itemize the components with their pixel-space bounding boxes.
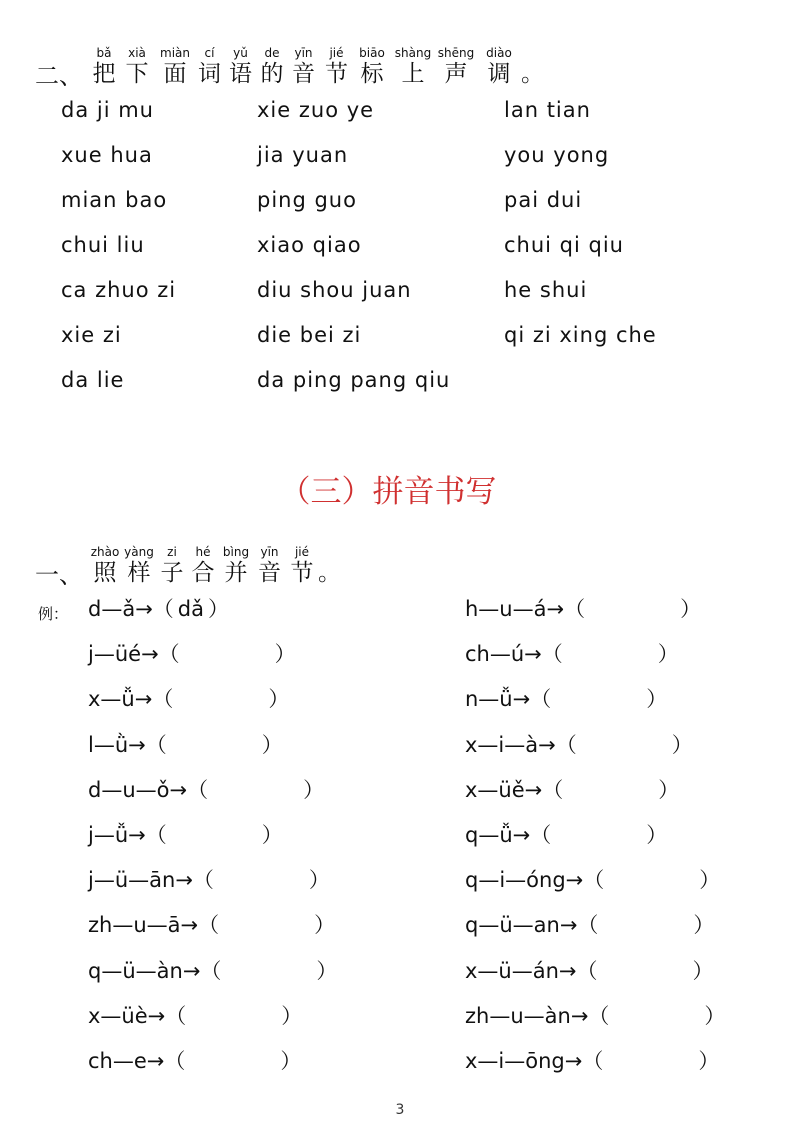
heading-char bbox=[257, 46, 287, 88]
exercise-prompt: x—ü—án→ bbox=[465, 958, 577, 983]
answer-paren-open: （ bbox=[165, 1003, 187, 1028]
answer-paren-open: （ bbox=[583, 868, 605, 893]
heading-hanzi: 样 bbox=[127, 560, 151, 586]
exercise-prompt: x—üě→ bbox=[465, 777, 543, 802]
answer-paren-open: （ bbox=[555, 732, 577, 757]
pinyin-word: xie zuo ye bbox=[257, 98, 375, 122]
pinyin-word: da ji mu bbox=[61, 98, 154, 122]
answer-paren-close: ） bbox=[281, 1003, 303, 1028]
heading-hanzi: 语 bbox=[229, 61, 252, 87]
answer-paren-open: （ bbox=[582, 1049, 604, 1073]
exercise-prompt: zh—u—ā→ bbox=[88, 913, 199, 938]
pinyin-word: diu shou juan bbox=[257, 278, 412, 302]
answer-paren-open: （ bbox=[145, 823, 167, 847]
heading-pinyin: xià bbox=[128, 46, 146, 60]
heading-hanzi: 音 bbox=[292, 61, 315, 87]
heading-hanzi: 上 bbox=[401, 61, 425, 87]
heading-pinyin: hé bbox=[195, 545, 211, 559]
answer-paren-open: （ bbox=[530, 687, 552, 712]
answer-paren-close: ） bbox=[658, 777, 680, 802]
heading-pinyin: shēng bbox=[437, 46, 475, 60]
word-row bbox=[61, 184, 761, 229]
answer-paren-close: ） bbox=[261, 823, 283, 847]
right-exercise-item bbox=[465, 956, 714, 986]
answer-paren-open: （ bbox=[158, 642, 180, 667]
answer-paren-close: ） bbox=[704, 1003, 726, 1028]
heading-pinyin: yīn bbox=[294, 46, 313, 60]
exercise-prompt: d—ǎ→ bbox=[88, 597, 153, 621]
right-exercise-item bbox=[465, 1046, 719, 1076]
exercise-prompt: j—üé→ bbox=[88, 642, 159, 667]
exercise-prompt: x—i—ōng→ bbox=[465, 1049, 583, 1073]
exercise-prompt: d—u—ǒ→ bbox=[88, 777, 188, 802]
exercise-prompt: x—üè→ bbox=[88, 1003, 166, 1028]
page-number: 3 bbox=[395, 1102, 405, 1118]
answer-paren-close: ） bbox=[680, 597, 702, 621]
heading-pinyin: jié bbox=[294, 545, 310, 559]
heading-number: 二、 bbox=[35, 62, 83, 90]
right-exercise-item bbox=[465, 594, 701, 624]
answer-paren-open: （ bbox=[164, 1049, 186, 1073]
pinyin-word: he shui bbox=[504, 278, 588, 302]
pinyin-word: die bei zi bbox=[257, 323, 362, 347]
heading-char bbox=[121, 545, 157, 587]
exercise-prompt: x—i—à→ bbox=[465, 732, 556, 757]
pinyin-word: mian bao bbox=[61, 188, 168, 212]
heading-char bbox=[187, 545, 219, 587]
pinyin-word: xue hua bbox=[61, 143, 153, 167]
exercise-prompt: ch—ú→ bbox=[465, 642, 542, 667]
heading-pinyin: zhào bbox=[90, 545, 120, 559]
answer-paren-open: （ bbox=[588, 1003, 610, 1028]
heading-hanzi: 声 bbox=[444, 61, 468, 87]
heading-hanzi: 下 bbox=[125, 61, 149, 87]
left-exercise-item bbox=[88, 956, 337, 986]
heading-hanzi: 词 bbox=[198, 61, 221, 87]
pinyin-word: ping guo bbox=[257, 188, 357, 212]
heading-pinyin: yàng bbox=[124, 545, 154, 559]
heading-pinyin: yīn bbox=[260, 545, 279, 559]
exercise-prompt: j—ǚ→ bbox=[88, 823, 146, 847]
pinyin-word: da ping pang qiu bbox=[257, 368, 451, 392]
heading-char bbox=[353, 46, 391, 88]
heading-pinyin: shàng bbox=[394, 46, 432, 60]
section-two-heading bbox=[35, 46, 544, 88]
heading-char bbox=[435, 46, 477, 88]
example-label: 例： bbox=[38, 605, 69, 623]
heading-char bbox=[195, 46, 224, 88]
left-exercise-item bbox=[88, 775, 324, 805]
pinyin-word: pai dui bbox=[504, 188, 583, 212]
heading-pinyin: biāo bbox=[359, 46, 385, 60]
word-row bbox=[61, 274, 761, 319]
pinyin-word: lan tian bbox=[504, 98, 591, 122]
answer-paren-close: ） bbox=[692, 958, 714, 983]
answer-paren-open: （ bbox=[530, 823, 552, 847]
pinyin-word: chui liu bbox=[61, 233, 145, 257]
answer-paren-close: ） bbox=[280, 1049, 302, 1073]
left-exercise-item bbox=[88, 1001, 302, 1031]
answer-paren-open: （ bbox=[542, 777, 564, 802]
answer-paren-close: ） bbox=[268, 687, 290, 712]
heading-end-mark: 。 bbox=[521, 61, 544, 87]
word-row bbox=[61, 364, 761, 409]
right-exercise-item bbox=[465, 684, 667, 714]
section-one-heading bbox=[35, 545, 341, 587]
answer-paren-open: （ bbox=[152, 597, 174, 621]
right-exercise-item bbox=[465, 865, 720, 895]
heading-pinyin: diào bbox=[486, 46, 512, 60]
exercise-prompt: x—ǚ→ bbox=[88, 687, 153, 712]
left-exercise-item bbox=[88, 865, 330, 895]
left-exercise-item bbox=[88, 910, 335, 940]
pinyin-word: you yong bbox=[504, 143, 610, 167]
answer-paren-open: （ bbox=[577, 913, 599, 938]
heading-hanzi: 的 bbox=[260, 61, 284, 87]
exercise-prompt: h—u—á→ bbox=[465, 597, 565, 621]
answer-paren-close: ） bbox=[274, 642, 296, 667]
answer-blank[interactable]: dǎ bbox=[177, 597, 204, 621]
heading-end-mark: 。 bbox=[318, 560, 341, 586]
pinyin-word: qi zi xing che bbox=[504, 323, 657, 347]
heading-hanzi: 并 bbox=[224, 560, 248, 586]
pinyin-word: jia yuan bbox=[257, 143, 349, 167]
heading-char bbox=[286, 545, 318, 587]
answer-paren-close: ） bbox=[693, 913, 715, 938]
pinyin-word: da lie bbox=[61, 368, 125, 392]
exercise-prompt: n—ǚ→ bbox=[465, 687, 531, 712]
exercise-prompt: q—ü—an→ bbox=[465, 913, 578, 938]
answer-paren-open: （ bbox=[192, 868, 214, 893]
answer-paren-close: ） bbox=[698, 1049, 720, 1073]
right-exercise-item bbox=[465, 820, 667, 850]
word-row bbox=[61, 94, 761, 139]
word-row bbox=[61, 319, 761, 364]
left-exercise-item bbox=[88, 1046, 301, 1076]
answer-paren-close: ） bbox=[308, 868, 330, 893]
heading-char bbox=[119, 46, 155, 88]
answer-paren-open: （ bbox=[541, 642, 563, 667]
heading-char bbox=[287, 46, 320, 88]
right-exercise-item bbox=[465, 910, 714, 940]
pinyin-word: xiao qiao bbox=[257, 233, 362, 257]
heading-char bbox=[219, 545, 253, 587]
pinyin-word: xie zi bbox=[61, 323, 122, 347]
answer-paren-close: ） bbox=[646, 823, 668, 847]
heading-pinyin: bǎ bbox=[96, 46, 112, 60]
left-exercise-item bbox=[88, 594, 229, 624]
exercise-prompt: q—ü—àn→ bbox=[88, 958, 201, 983]
answer-paren-close: ） bbox=[699, 868, 721, 893]
heading-char bbox=[224, 46, 257, 88]
answer-paren-open: （ bbox=[187, 777, 209, 802]
left-exercise-item bbox=[88, 639, 296, 669]
answer-paren-close: ） bbox=[314, 913, 336, 938]
answer-paren-close: ） bbox=[303, 777, 325, 802]
heading-pinyin: zi bbox=[167, 545, 177, 559]
answer-paren-open: （ bbox=[152, 687, 174, 712]
heading-char bbox=[155, 46, 195, 88]
heading-pinyin: miàn bbox=[160, 46, 190, 60]
heading-hanzi: 节 bbox=[325, 61, 348, 87]
answer-paren-close: ） bbox=[646, 687, 668, 712]
exercise-prompt: zh—u—àn→ bbox=[465, 1003, 589, 1028]
heading-hanzi: 照 bbox=[93, 560, 117, 586]
heading-char bbox=[89, 545, 121, 587]
exercise-prompt: j—ü—ān→ bbox=[88, 868, 193, 893]
heading-pinyin: de bbox=[264, 46, 280, 60]
heading-pinyin: bìng bbox=[222, 545, 250, 559]
answer-paren-open: （ bbox=[198, 913, 220, 938]
answer-paren-close: ） bbox=[261, 732, 283, 757]
heading-pinyin: cí bbox=[204, 46, 215, 60]
heading-hanzi: 面 bbox=[163, 61, 187, 87]
answer-paren-close: ） bbox=[316, 958, 338, 983]
right-exercise-item bbox=[465, 775, 679, 805]
exercise-prompt: l—ǜ→ bbox=[88, 732, 146, 757]
heading-hanzi: 节 bbox=[290, 560, 314, 586]
answer-paren-close: ） bbox=[657, 642, 679, 667]
heading-hanzi: 把 bbox=[92, 61, 116, 87]
answer-paren-close: ） bbox=[671, 732, 693, 757]
heading-pinyin: jié bbox=[329, 46, 344, 60]
heading-char bbox=[157, 545, 187, 587]
right-exercise-item bbox=[465, 730, 693, 760]
heading-hanzi: 标 bbox=[360, 61, 384, 87]
heading-hanzi: 合 bbox=[191, 560, 215, 586]
left-exercise-item bbox=[88, 684, 289, 714]
right-exercise-item bbox=[465, 639, 679, 669]
heading-hanzi: 音 bbox=[258, 560, 281, 586]
heading-pinyin: yǔ bbox=[233, 46, 248, 60]
left-exercise-item bbox=[88, 730, 283, 760]
exercise-prompt: q—i—óng→ bbox=[465, 868, 584, 893]
pinyin-word-grid bbox=[61, 94, 761, 409]
answer-paren-open: （ bbox=[576, 958, 598, 983]
exercise-prompt: q—ǚ→ bbox=[465, 823, 531, 847]
pinyin-word: chui qi qiu bbox=[504, 233, 624, 257]
heading-char bbox=[477, 46, 521, 88]
pinyin-word: ca zhuo zi bbox=[61, 278, 177, 302]
answer-paren-close: ） bbox=[208, 597, 229, 621]
heading-hanzi: 子 bbox=[160, 560, 184, 586]
word-row bbox=[61, 139, 761, 184]
heading-hanzi: 调 bbox=[487, 61, 511, 87]
heading-char bbox=[391, 46, 435, 88]
heading-char bbox=[253, 545, 286, 587]
heading-number: 一、 bbox=[35, 561, 83, 589]
left-exercise-item bbox=[88, 820, 283, 850]
answer-paren-open: （ bbox=[200, 958, 222, 983]
section-title: （三）拼音书写 bbox=[279, 474, 497, 510]
heading-char bbox=[320, 46, 353, 88]
heading-char bbox=[89, 46, 119, 88]
answer-paren-open: （ bbox=[145, 732, 167, 757]
right-exercise-item bbox=[465, 1001, 725, 1031]
answer-paren-open: （ bbox=[564, 597, 586, 621]
exercise-prompt: ch—e→ bbox=[88, 1049, 165, 1073]
word-row bbox=[61, 229, 761, 274]
